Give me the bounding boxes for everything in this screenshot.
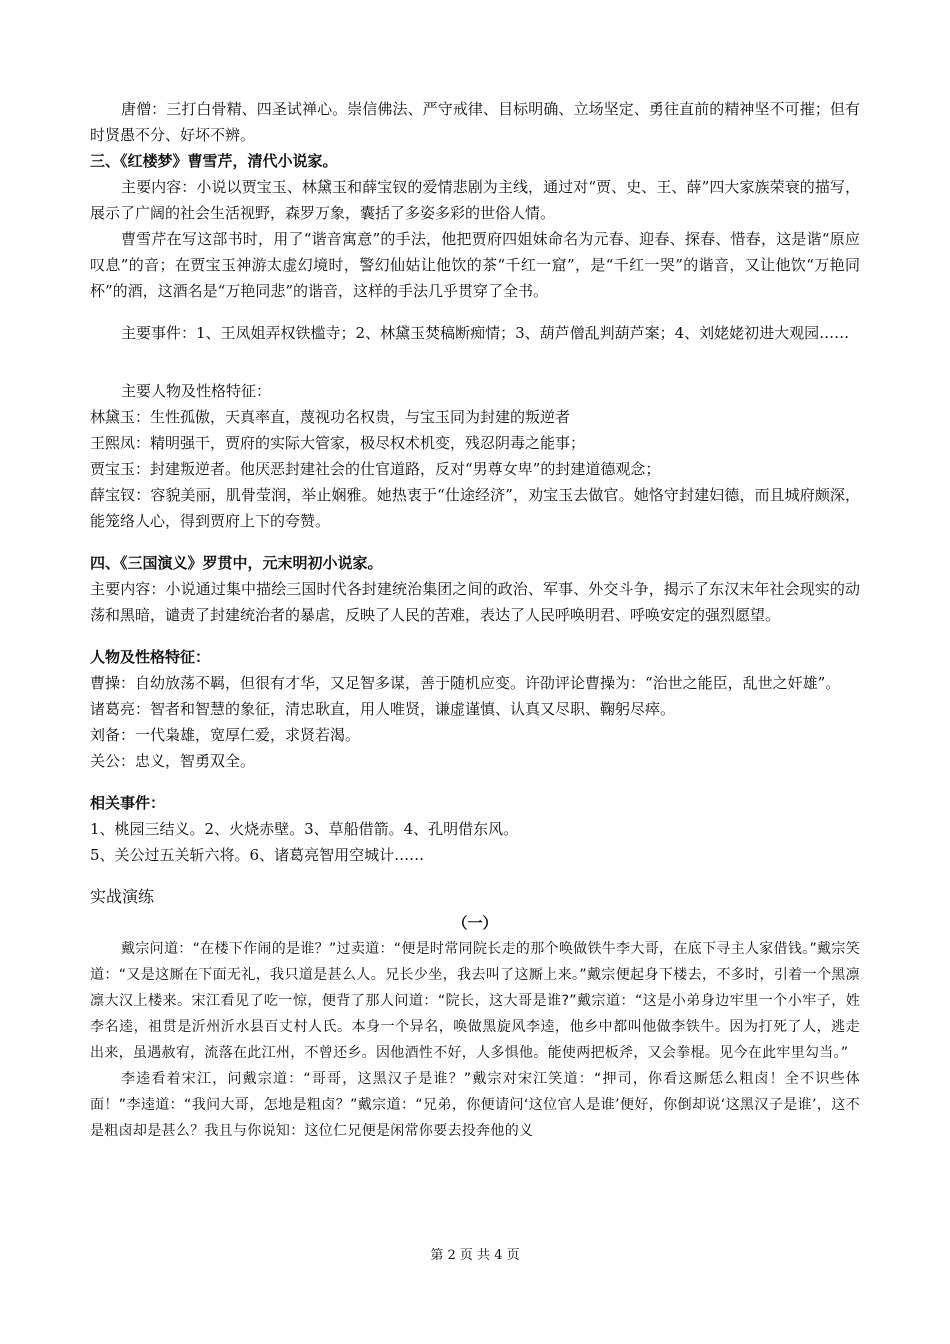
hongloumeng-content: 主要内容：小说以贾宝玉、林黛玉和薛宝钗的爱情悲剧为主线，通过对“贾、史、王、薛”四大家族荣衰的描写，展示了广阔的社会生活视野，森罗万象，囊括了多姿多彩的世俗人情。 <box>90 178 860 222</box>
practice-paragraph: 戴宗问道：“在楼下作闹的是谁？”过卖道：“便是时常同院长走的那个唤做铁牛李大哥，在底下寻主人家借钱。”戴宗笑道：“又是这厮在下面无礼，我只道是甚么人。兄长少坐，我去叫了这厮上来。”戴宗便起身下楼去，不多时，引着一个黑凛凛大汉上楼来。宋江看见了吃一惊，便背了那人问道：“院长，这大哥是谁?”戴宗道：“这是小弟身边牢里一个小牢子，姓李名逵，祖贯是沂州沂水县百丈村人氏。本身一个异名，唤做黑旋风李逵，他乡中都叫他做李铁牛。因为打死了人，逃走出来，虽遇赦宥，流落在此江州，不曾还乡。因他酒性不好，人多惧他。能使两把板斧，又会拳棍。见今在此牢里勾当。” <box>90 941 860 1061</box>
hongloumeng-xieyin: 曹雪芹在写这部书时，用了“谐音寓意”的手法，他把贾府四姐妹命名为元春、迎春、探春、惜春，这是谐“原应叹息”的音；在贾宝玉神游太虚幻境时，警幻仙姑让他饮的茶“千红一窟”，是“千红一哭”的谐音，又让他饮“万艳同杯”的酒，这酒名是“万艳同悲”的谐音，这样的手法几乎贯穿了全书。 <box>90 230 860 300</box>
hongloumeng-events: 主要事件：1、王凤姐弄权铁槛寺；2、林黛玉焚稿断痴情；3、葫芦僧乱判葫芦案；4、刘姥姥初进大观园…… <box>121 324 850 342</box>
sanguo-heading: 四、《三国演义》罗贯中，元末明初小说家。 <box>90 554 383 572</box>
character-daiyu: 林黛玉：生性孤傲，天真率直，蔑视功名权贵，与宝玉同为封建的叛逆者 <box>90 408 571 426</box>
sanguo-event-line: 1、桃园三结义。2、火烧赤壁。3、草船借箭。4、孔明借东风。 <box>90 820 519 838</box>
practice-title: 实战演练 <box>90 887 155 906</box>
document-page <box>90 96 860 1144</box>
character-zhugeliang: 诸葛亮：智者和智慧的象征，清忠耿直，用人唯贤，谦虚谨慎、认真又尽职、鞠躬尽瘁。 <box>90 700 676 718</box>
sanguo-characters-title: 人物及性格特征： <box>90 648 211 666</box>
character-xifeng: 王熙凤：精明强干，贾府的实际大管家，极尽权术机变，残忍阴毒之能事； <box>90 434 586 452</box>
character-guangong: 关公：忠义，智勇双全。 <box>90 752 256 770</box>
page-footer: 第 2 页 共 4 页 <box>430 1248 520 1263</box>
character-baochai: 薛宝钗：容貌美丽，肌骨莹润，举止娴雅。她热衷于“仕途经济”，劝宝玉去做官。她恪守封建妇德，而且城府颇深，能笼络人心，得到贾府上下的夸赞。 <box>90 486 860 530</box>
sanguo-content: 主要内容：小说通过集中描绘三国时代各封建统治集团之间的政治、军事、外交斗争，揭示了东汉末年社会现实的动荡和黑暗，谴责了封建统治者的暴虐，反映了人民的苦难，表达了人民呼唤明君、呼唤安定的强烈愿望。 <box>90 580 860 624</box>
character-caocao: 曹操：自幼放荡不羁，但很有才华，又足智多谋，善于随机应变。许劭评论曹操为：“治世之能臣，乱世之奸雄”。 <box>90 674 841 692</box>
sanguo-event-line: 5、关公过五关斩六将。6、诸葛亮智用空城计…… <box>90 846 425 864</box>
tang-monk-paragraph: 唐僧：三打白骨精、四圣试禅心。崇信佛法、严守戒律、目标明确、立场坚定、勇往直前的精神坚不可摧；但有时贤愚不分、好坏不辨。 <box>90 100 860 144</box>
character-liubei: 刘备：一代枭雄，宽厚仁爱，求贤若渴。 <box>90 726 361 744</box>
sanguo-events-title: 相关事件： <box>90 794 166 812</box>
hongloumeng-characters-title: 主要人物及性格特征： <box>121 382 272 400</box>
practice-paragraph: 李逵看着宋江，问戴宗道：“哥哥，这黑汉子是谁？”戴宗对宋江笑道：“押司，你看这厮恁么粗卤！全不识些体面！”李逵道：“我问大哥，怎地是粗卤？”戴宗道：“兄弟，你便请问‘这位官人是谁’便好，你倒却说‘这黑汉子是谁’，这不是粗卤却是甚么？我且与你说知：这位仁兄便是闲常你要去投奔他的义 <box>90 1071 860 1139</box>
practice-subtitle: （一） <box>452 914 498 932</box>
hongloumeng-heading: 三、《红楼梦》曹雪芹，清代小说家。 <box>90 152 338 170</box>
character-baoyu: 贾宝玉：封建叛逆者。他厌恶封建社会的仕官道路，反对“男尊女卑”的封建道德观念； <box>90 460 661 478</box>
